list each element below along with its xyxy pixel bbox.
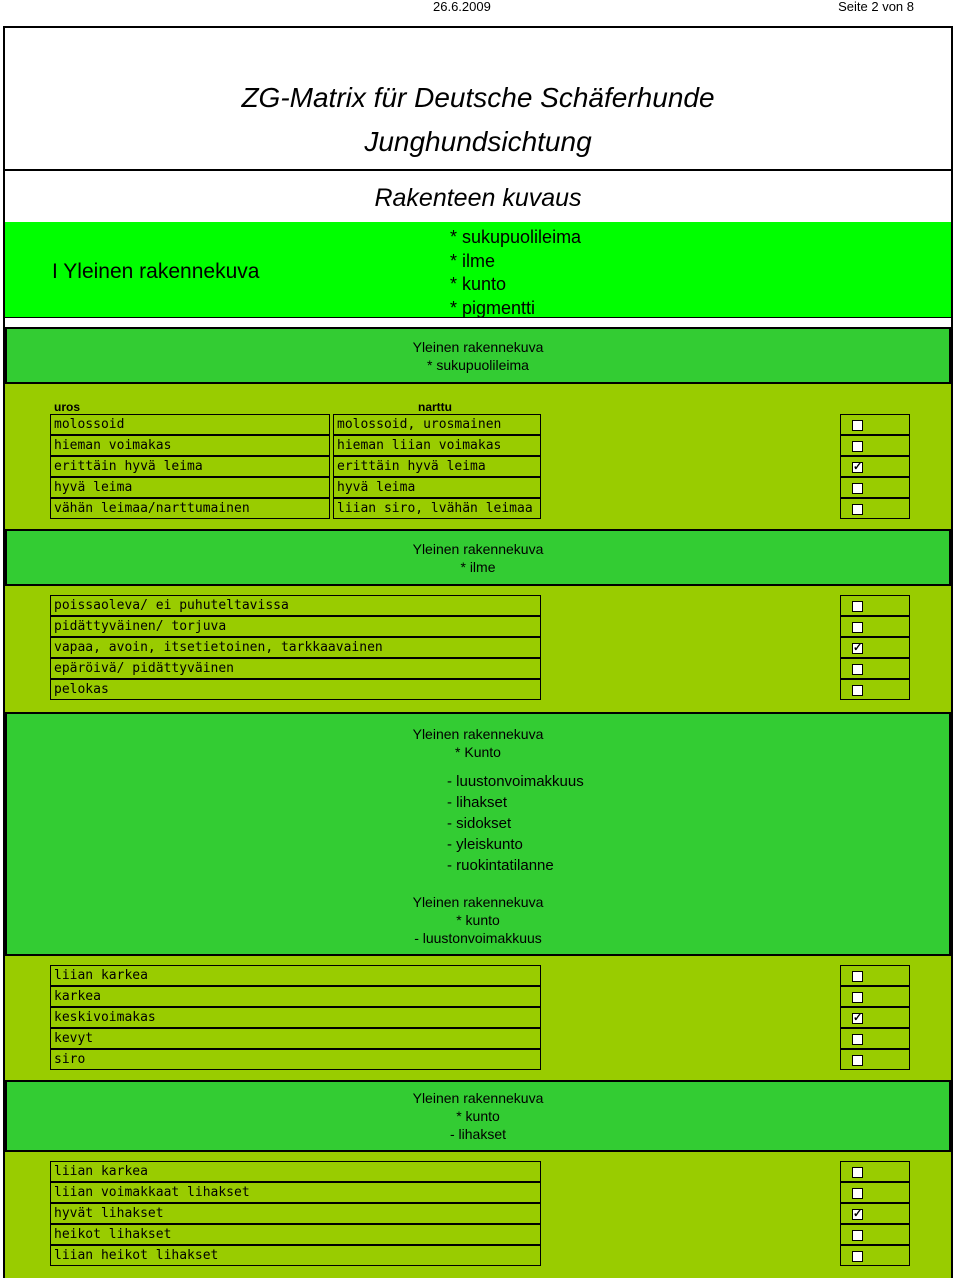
checkbox-unchecked[interactable] bbox=[852, 1167, 863, 1178]
list-item: * kunto bbox=[450, 274, 507, 294]
checkbox-cell bbox=[840, 414, 910, 435]
table-row: pidättyväinen/ torjuva bbox=[50, 616, 541, 637]
checkbox-unchecked[interactable] bbox=[852, 1188, 863, 1199]
list-item: * pigmentti bbox=[450, 297, 536, 318]
checkbox-checked[interactable]: ✓ bbox=[853, 642, 863, 654]
checkbox-unchecked[interactable] bbox=[852, 992, 863, 1003]
luusto-heading bbox=[5, 880, 951, 956]
heading-line: * kunto bbox=[456, 1108, 500, 1124]
checkbox-cell bbox=[840, 1028, 910, 1049]
checkbox-cell bbox=[840, 1161, 910, 1182]
table-row: siro bbox=[50, 1049, 541, 1070]
checkbox-cell bbox=[840, 1182, 910, 1203]
checkbox-cell bbox=[840, 435, 910, 456]
table-row: molossoid, urosmainen bbox=[333, 414, 541, 435]
checkbox-checked[interactable]: ✓ bbox=[853, 1208, 863, 1220]
table-row: karkea bbox=[50, 986, 541, 1007]
table-row: hieman liian voimakas bbox=[333, 435, 541, 456]
checkbox-cell bbox=[840, 1245, 910, 1266]
heading-line: * ilme bbox=[460, 559, 496, 575]
print-date: 26.6.2009 bbox=[433, 0, 491, 14]
table-row: vapaa, avoin, itsetietoinen, tarkkaavainen bbox=[50, 637, 541, 658]
list-item: - sidokset bbox=[447, 815, 512, 832]
table-row: liian heikot lihakset bbox=[50, 1245, 541, 1266]
checkbox-cell bbox=[840, 986, 910, 1007]
checkbox-cell bbox=[840, 1224, 910, 1245]
table-row: liian voimakkaat lihakset bbox=[50, 1182, 541, 1203]
list-item: - lihakset bbox=[447, 794, 508, 811]
list-item: * sukupuolileima bbox=[450, 227, 582, 247]
page-number: Seite 2 von 8 bbox=[838, 0, 914, 14]
heading-line: Yleinen rakennekuva bbox=[412, 541, 544, 557]
table-row: liian karkea bbox=[50, 965, 541, 986]
heading-line: * kunto bbox=[456, 912, 500, 928]
doc-subtitle: Junghundsichtung bbox=[364, 126, 592, 157]
checkbox-cell bbox=[840, 1007, 910, 1028]
table-row: molossoid bbox=[50, 414, 330, 435]
table-row: vähän leimaa/narttumainen bbox=[50, 498, 330, 519]
checkbox-cell bbox=[840, 498, 910, 519]
section-1-list bbox=[450, 226, 581, 320]
checkbox-cell bbox=[840, 477, 910, 498]
heading-line: - luustonvoimakkuus bbox=[414, 930, 542, 946]
section-1-title: I Yleinen rakennekuva bbox=[52, 260, 260, 283]
checkbox-cell bbox=[840, 1049, 910, 1070]
kunto-list bbox=[447, 771, 584, 876]
checkbox-unchecked[interactable] bbox=[852, 601, 863, 612]
table-row: liian karkea bbox=[50, 1161, 541, 1182]
table-row: hyvä leima bbox=[50, 477, 330, 498]
checkbox-checked[interactable]: ✓ bbox=[853, 461, 863, 473]
table-row: kevyt bbox=[50, 1028, 541, 1049]
table-row: erittäin hyvä leima bbox=[333, 456, 541, 477]
list-item: - yleiskunto bbox=[447, 836, 523, 853]
ilme-heading bbox=[5, 529, 951, 586]
table-row: hyvät lihakset bbox=[50, 1203, 541, 1224]
list-item: * ilme bbox=[450, 250, 496, 271]
checkbox-unchecked[interactable] bbox=[852, 1034, 863, 1045]
heading-line: Yleinen rakennekuva bbox=[412, 726, 544, 742]
checkbox-unchecked[interactable] bbox=[852, 1230, 863, 1241]
checkbox-cell bbox=[840, 658, 910, 679]
doc-title: ZG-Matrix für Deutsche Schäferhunde bbox=[241, 82, 715, 113]
checkbox-unchecked[interactable] bbox=[852, 685, 863, 696]
list-item: - luustonvoimakkuus bbox=[447, 773, 584, 790]
checkbox-cell bbox=[840, 616, 910, 637]
heading-line: - lihakset bbox=[449, 1126, 507, 1142]
title-box bbox=[3, 26, 953, 171]
table-row: hieman voimakas bbox=[50, 435, 330, 456]
heading-line: * sukupuolileima bbox=[427, 357, 529, 373]
table-row: hyvä leima bbox=[333, 477, 541, 498]
checkbox-unchecked[interactable] bbox=[852, 504, 863, 515]
checkbox-cell bbox=[840, 679, 910, 700]
table-row: erittäin hyvä leima bbox=[50, 456, 330, 477]
checkbox-cell bbox=[840, 637, 910, 658]
table-row: keskivoimakas bbox=[50, 1007, 541, 1028]
checkbox-unchecked[interactable] bbox=[852, 1251, 863, 1262]
lihakset-heading bbox=[5, 1080, 951, 1152]
checkbox-cell bbox=[840, 1203, 910, 1224]
checkbox-unchecked[interactable] bbox=[852, 441, 863, 452]
table-row: poissaoleva/ ei puhuteltavissa bbox=[50, 595, 541, 616]
section-title-box bbox=[3, 169, 953, 224]
checkbox-unchecked[interactable] bbox=[852, 664, 863, 675]
heading-line: * Kunto bbox=[455, 744, 501, 760]
checkbox-unchecked[interactable] bbox=[852, 971, 863, 982]
section-1-header bbox=[5, 222, 951, 318]
sukupuolileima-heading bbox=[5, 327, 951, 384]
table-row: pelokas bbox=[50, 679, 541, 700]
page-header bbox=[0, 0, 960, 14]
section-title: Rakenteen kuvaus bbox=[374, 184, 582, 212]
checkbox-checked[interactable]: ✓ bbox=[853, 1012, 863, 1024]
checkbox-unchecked[interactable] bbox=[852, 622, 863, 633]
heading-line: Yleinen rakennekuva bbox=[412, 1090, 544, 1106]
checkbox-cell bbox=[840, 595, 910, 616]
table-row: epäröivä/ pidättyväinen bbox=[50, 658, 541, 679]
table-row: heikot lihakset bbox=[50, 1224, 541, 1245]
table-row: liian siro, lvähän leimaa bbox=[333, 498, 541, 519]
checkbox-unchecked[interactable] bbox=[852, 483, 863, 494]
kunto-heading bbox=[5, 712, 951, 882]
list-item: - ruokintatilanne bbox=[447, 857, 554, 874]
col-header-narttu: narttu bbox=[418, 400, 452, 414]
heading-line: Yleinen rakennekuva bbox=[412, 339, 544, 355]
checkbox-cell bbox=[840, 965, 910, 986]
heading-line: Yleinen rakennekuva bbox=[412, 894, 544, 910]
checkbox-unchecked[interactable] bbox=[852, 420, 863, 431]
col-header-uros: uros bbox=[54, 400, 81, 414]
checkbox-unchecked[interactable] bbox=[852, 1055, 863, 1066]
checkbox-cell bbox=[840, 456, 910, 477]
